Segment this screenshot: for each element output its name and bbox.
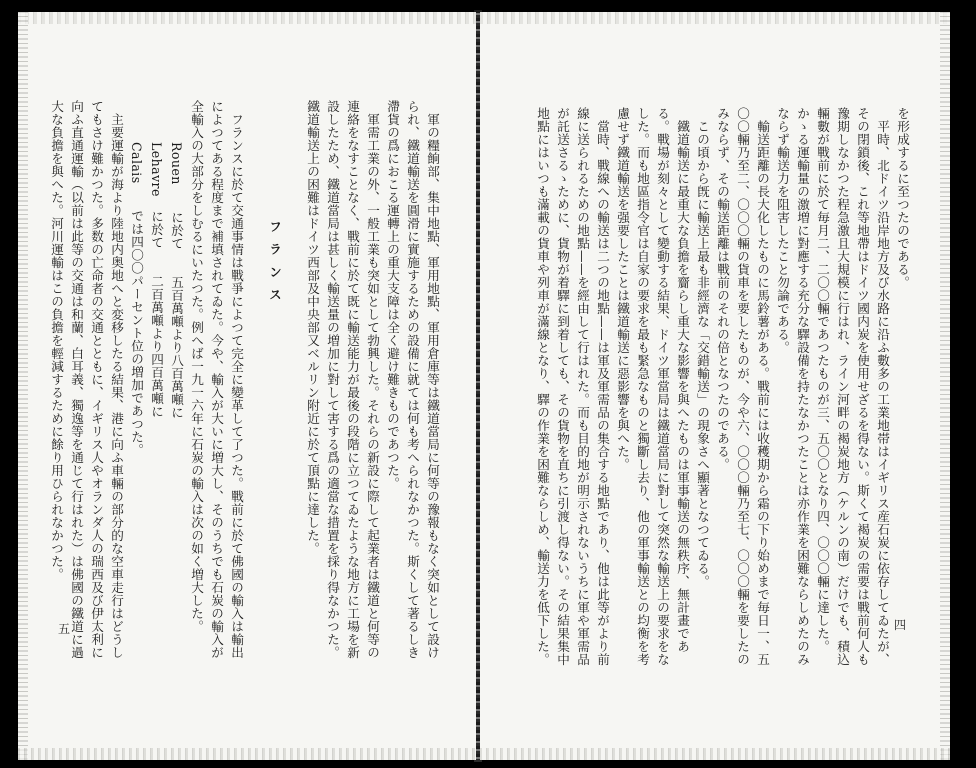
left-paragraph-4: 主要運輸が海より陸地内奥地へと変移したる結果、港に向ふ車輛の部分的な空車走行はどうしてもさけ難かつた。多数の亡命者の交通とともに、イギリス人やオランダ人の瑞西及び伊太利に向ふ直通運輸（以前は此等の交通は和蘭、白耳義、獨逸等を通じて行はれた）は佛國の鐵道に過大な負擔を與へた。河川運輸はこの負擔を輕減するために餘り用ひられなかつた。 — [49, 100, 124, 659]
scan-noise-top — [18, 12, 476, 24]
section-heading-france: フランス — [267, 220, 282, 311]
right-page — [480, 12, 950, 760]
right-paragraph-6: 當時、戰線への輸送は二つの地點——は軍及軍需品の集合する地點であり、他は此等がより前線に送られるための地點——を經由して行はれた。而も目的地が明示されないうちに軍や軍需品が託送さるゝために、貨物が着驛に到着しても、その貨物を直ちに引渡し得ない。その結果集中地點にはいつも滿載の貨車や列車が滿線となり、驛の作業を困難ならしめ、輸送力を低下した。 — [535, 107, 610, 666]
right-paragraph-4: この頃から旣に輸送上最も非經濟な「交錯輸送」の現象さへ顯著となつてゐる。 — [695, 119, 710, 588]
right-paragraph-5: 鐵道輸送に最重大な負擔を齎らし重大な影響を與へたものは軍事輸送の無秩序、無計畫である。戰場が刻々として變動する結果、ドイツ軍當局は鐵道當局に對して突然な輸送上の要求をなした。而も地區指令官は自家の要求を最も緊急なものと獨斷し去り、他の軍事輸送との均衡を考慮せず鐵道輸送を强要したことは鐵道輸送に惡影響を與へた。 — [615, 107, 690, 666]
left-page-text — [42, 100, 442, 670]
scan-edge-right — [940, 12, 950, 760]
right-paragraph-2: 平時、北ドイツ沿岸地方及び水路に沿ふ數多の工業地帯はイギリス産石炭に依存してゐたが、その閉鎖後、これ等地帶はドイツ國内炭を使用せざるを得ない。斯くて褐炭の需要は戰前何人も豫期しなかつた程急激且大規模に行はれ、ライン河畔の褐炭地方（ケルンの南）だけでも、積込輛數が戰前に於て毎月二、二〇〇輛であつたものが三、五〇〇となり四、〇〇〇輛に達した。かゝる運輸量の激増に對應する充分な驛設備を持たなかつたことは亦作業を困難ならしめたのみならず輸送力を阻害したこと勿論である。 — [775, 107, 890, 666]
left-paragraph-1: 軍の糧餉部、集中地點、軍用地點、軍用倉庫等は鐵道當局に何等の豫報もなく突如として設けられ、鐵道輸送を圓滑に實施するための設備に就ては何も考へられなかつた。斯くして著るしき滯貨の爲におこる運轉上の重大支障は全く避け難きものであつた。 — [385, 100, 440, 659]
coal-import-rouen: Rouen に於て 五百萬噸より八百萬噸に — [169, 142, 184, 419]
scan-edge-left — [18, 12, 28, 760]
right-paragraph-1: を形成するに至つたのである。 — [895, 107, 910, 289]
right-page-text — [502, 107, 912, 677]
left-page — [18, 12, 476, 760]
coal-import-calais: Calais では四〇〇パーセント位の増加であつた。 — [129, 142, 144, 457]
left-paragraph-2: 軍需工業の外、一般工業も突如として勃興した。それらの新設に際して起業者は鐵道と何等の連絡をなすことなく、戰前に於て既に輸送能力が最後の段階に立つてゐたような地方に工場を新設したため、鐵道當局は甚しく輸送量の増加に對して害する爲の適當な措置を採り得なかつた。鐵道輸送上の困難はドイツ西部及中央部又ベルリン附近に於て頂點に達した。 — [305, 100, 380, 659]
coal-import-lehavre: Lehavre に於て 二百萬噸より四百萬噸に — [149, 142, 164, 418]
left-paragraph-3: フランスに於て交通事情は戰爭によつて完全に變革して了つた。戰前に於て佛國の輸入は輸出によつてある程度まで補填されてゐた。今や、輸入が大いに増大し、そのうちでも石炭の輸入が全輸入の大部分をしむるにいたつた。例へば一九一六年に石炭の輸入は次の如く増大した。 — [189, 100, 244, 659]
right-page-number: 四 — [894, 618, 907, 632]
scan-noise-top — [480, 12, 950, 24]
scan-noise-bottom — [480, 748, 950, 760]
left-page-number: 五 — [58, 622, 71, 636]
right-paragraph-3: 輸送距離の長大化したものに馬鈴薯がある。戰前には收穫期から霜の下り始めまで毎日一、五〇〇輛乃至二、〇〇〇輛の貨車を要したものが、今や六、〇〇〇輛乃至七、〇〇〇輛を要したのみならず、その輸送距離は戰前のそれの倍となつたのである。 — [715, 107, 770, 666]
scan-noise-bottom — [18, 748, 476, 760]
